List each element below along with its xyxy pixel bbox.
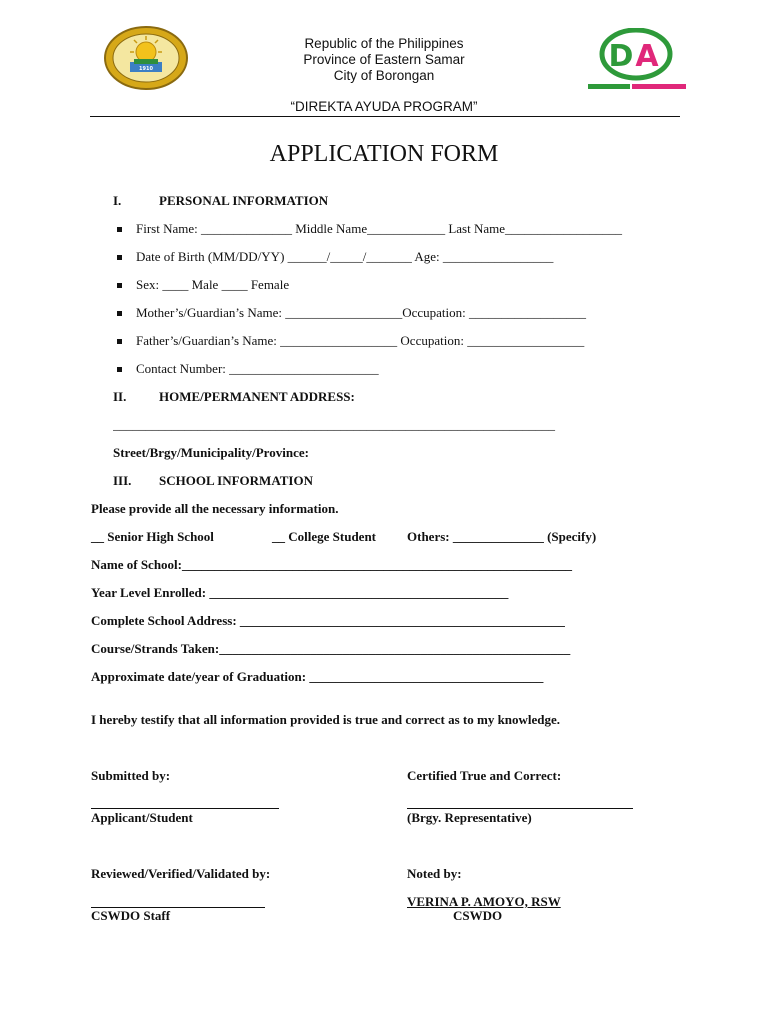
bullet-icon bbox=[117, 311, 122, 316]
certified-label: Certified True and Correct: bbox=[407, 768, 562, 783]
address-line[interactable]: ____________________________________________________________________ bbox=[113, 417, 555, 432]
bullet-icon bbox=[117, 339, 122, 344]
option-college[interactable]: __ College Student bbox=[272, 529, 376, 544]
header-country: Republic of the Philippines bbox=[304, 36, 464, 51]
birth-age-fields[interactable]: Date of Birth (MM/DD/YY) ______/_____/_______ Age: _________________ bbox=[136, 249, 554, 264]
certification-statement: I hereby testify that all information provided is true and correct as to my knowledge. bbox=[91, 712, 561, 727]
address-caption: Street/Brgy/Municipality/Province: bbox=[113, 445, 309, 460]
course-strand-field[interactable]: Course/Strands Taken:______________________________________________________ bbox=[91, 641, 571, 656]
bullet-icon bbox=[117, 255, 122, 260]
school-address-field[interactable]: Complete School Address: __________________________________________________ bbox=[91, 613, 565, 628]
reviewed-by-label: Reviewed/Verified/Validated by: bbox=[91, 866, 271, 881]
officer-name: VERINA P. AMOYO, RSW bbox=[407, 894, 561, 909]
logo-letter-a: A bbox=[635, 39, 659, 74]
logo-letter-d: D bbox=[608, 39, 634, 74]
sex-field[interactable]: Sex: ____ Male ____ Female bbox=[136, 277, 290, 292]
mother-guardian-fields[interactable]: Mother’s/Guardian’s Name: __________________Occupation: __________________ bbox=[136, 305, 587, 320]
direkta-ayuda-logo bbox=[586, 28, 690, 96]
option-senior-high[interactable]: __ Senior High School bbox=[91, 529, 214, 544]
school-instruction: Please provide all the necessary information. bbox=[91, 501, 339, 516]
brgy-signature-line[interactable] bbox=[407, 808, 633, 809]
staff-label: CSWDO Staff bbox=[91, 908, 171, 923]
bullet-icon bbox=[117, 227, 122, 232]
bullet-icon bbox=[117, 283, 122, 288]
applicant-signature-line[interactable] bbox=[91, 808, 279, 809]
graduation-date-field[interactable]: Approximate date/year of Graduation: ____________________________________ bbox=[91, 669, 544, 684]
svg-text:1910: 1910 bbox=[139, 66, 153, 72]
name-fields[interactable]: First Name: ______________ Middle Name____________ Last Name__________________ bbox=[136, 221, 623, 236]
contact-number-field[interactable]: Contact Number: _______________________ bbox=[136, 361, 379, 376]
noted-by-label: Noted by: bbox=[407, 866, 462, 881]
school-name-field[interactable]: Name of School:____________________________________________________________ bbox=[91, 557, 572, 572]
form-title: APPLICATION FORM bbox=[269, 141, 499, 167]
city-seal-logo bbox=[104, 26, 188, 90]
program-name: “DIREKTA AYUDA PROGRAM” bbox=[290, 99, 478, 114]
header-divider bbox=[90, 116, 680, 117]
section-1-number: I. bbox=[113, 193, 122, 208]
header-province: Province of Eastern Samar bbox=[303, 52, 465, 67]
submitted-by-label: Submitted by: bbox=[91, 768, 171, 783]
header-city: City of Borongan bbox=[333, 68, 435, 83]
father-guardian-fields[interactable]: Father’s/Guardian’s Name: __________________ Occupation: __________________ bbox=[136, 333, 585, 348]
officer-title: CSWDO bbox=[453, 908, 503, 923]
section-3-heading: SCHOOL INFORMATION bbox=[159, 473, 313, 488]
brgy-rep-label: (Brgy. Representative) bbox=[407, 810, 532, 825]
section-3-number: III. bbox=[113, 473, 132, 488]
applicant-label: Applicant/Student bbox=[91, 810, 193, 825]
section-2-number: II. bbox=[113, 389, 127, 404]
option-others[interactable]: Others: ______________ (Specify) bbox=[407, 529, 597, 544]
section-2-heading: HOME/PERMANENT ADDRESS: bbox=[159, 389, 355, 404]
section-1-heading: PERSONAL INFORMATION bbox=[159, 193, 329, 208]
year-level-field[interactable]: Year Level Enrolled: ______________________________________________ bbox=[91, 585, 509, 600]
bullet-icon bbox=[117, 367, 122, 372]
